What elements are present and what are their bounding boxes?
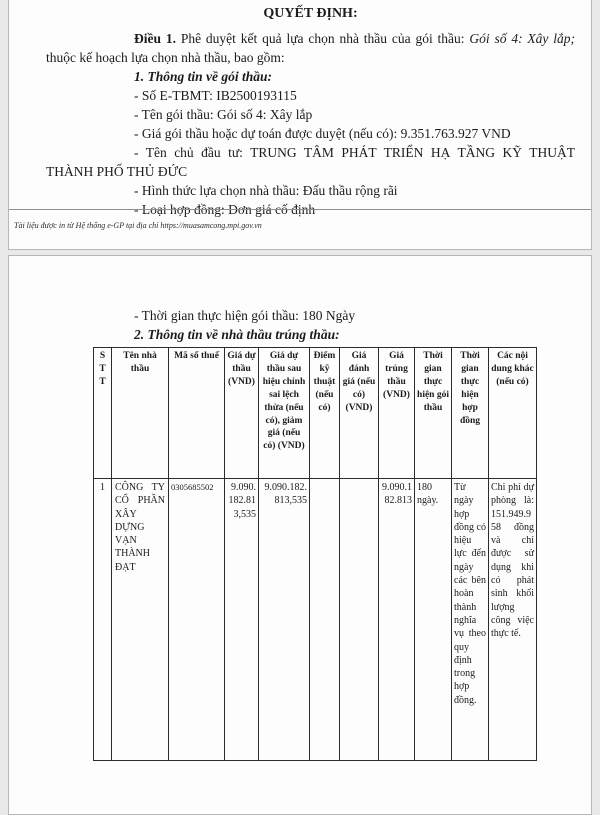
cell-bid-price: 9.090.182.813,535: [225, 479, 259, 761]
decision-title: QUYẾT ĐỊNH:: [263, 6, 358, 21]
cell-evaluated-price: [340, 479, 379, 761]
col-header-bid-price: Giá dự thầu (VND): [225, 348, 259, 479]
cell-contractor-name: CÔNG TY CỔ PHẦN XÂY DỰNG VẠN THÀNH ĐẠT: [112, 479, 169, 761]
page-2-body: [9, 256, 591, 761]
article-1-label: Điều 1.: [134, 31, 176, 46]
col-header-stt: STT: [94, 348, 112, 479]
page-1-footer: [9, 209, 591, 249]
cell-stt: 1: [94, 479, 112, 761]
col-header-package-duration: Thời gian thực hiện gói thầu: [415, 348, 452, 479]
cell-tax-code: 0305685502: [169, 479, 225, 761]
cell-other-contents: Chi phí dự phòng là: 151.949.958 đồng và chỉ được sử dụng khi có phát sinh khối lượng công việc thực tế.: [489, 479, 537, 761]
col-header-contract-duration: Thời gian thực hiện hợp đồng: [452, 348, 489, 479]
article-1-paragraph: [46, 29, 575, 67]
package-info-item-price: - Giá gói thầu hoặc dự toán được duyệt (nếu có): 9.351.763.927 VND: [134, 126, 511, 141]
document-page-2: [8, 255, 592, 815]
article-1-text: Phê duyệt kết quả lựa chọn nhà thầu của gói thầu:: [175, 31, 470, 46]
document-page-1: [8, 0, 592, 250]
cell-contract-duration: Từ ngày hợp đồng có hiệu lực đến ngày các bên hoàn thành nghĩa vụ theo quy định trong hợp đồng.: [452, 479, 489, 761]
winner-table-header-row: [94, 348, 537, 479]
cell-technical-score: [310, 479, 340, 761]
col-header-corrected-bid-price: Giá dự thầu sau hiệu chỉnh sai lệch thừa (nếu có), giảm giá (nếu có) (VND): [259, 348, 310, 479]
article-1-text-tail: thuộc kế hoạch lựa chọn nhà thầu, bao gồm:: [46, 50, 285, 65]
package-info-item-investor: - Tên chủ đầu tư: TRUNG TÂM PHÁT TRIỂN HẠ TẦNG KỸ THUẬT THÀNH PHỐ THỦ ĐỨC: [46, 145, 575, 179]
section-1-heading: 1. Thông tin về gói thầu:: [134, 69, 273, 84]
col-header-winning-price: Giá trúng thầu (VND): [379, 348, 415, 479]
col-header-contractor-name: Tên nhà thầu: [112, 348, 169, 479]
winner-table: [93, 347, 537, 761]
col-header-evaluated-price: Giá đánh giá (nếu có) (VND): [340, 348, 379, 479]
cell-corrected-bid-price: 9.090.182.813,535: [259, 479, 310, 761]
egp-footer-note: Tài liệu được in từ Hệ thống e-GP tại địa chỉ https://muasamcong.mpi.gov.vn: [14, 221, 262, 230]
package-name-italic: Gói số 4: Xây lắp;: [469, 31, 576, 46]
winner-table-row: [94, 479, 537, 761]
col-header-tax-code: Mã số thuế: [169, 348, 225, 479]
package-info-item-contract-type: - Loại hợp đồng: Đơn giá cố định: [134, 202, 316, 217]
page-1-body: [46, 5, 575, 219]
package-duration-line: - Thời gian thực hiện gói thầu: 180 Ngày: [134, 308, 356, 323]
section-2-heading: 2. Thông tin về nhà thầu trúng thầu:: [134, 327, 340, 342]
col-header-other-contents: Các nội dung khác (nếu có): [489, 348, 537, 479]
package-info-item-etbmt: - Số E-TBMT: IB2500193115: [134, 88, 297, 103]
cell-winning-price: 9.090.182.813: [379, 479, 415, 761]
package-info-item-name: - Tên gói thầu: Gói số 4: Xây lắp: [134, 107, 313, 122]
col-header-technical-score: Điểm kỹ thuật (nếu có): [310, 348, 340, 479]
package-info-item-method: - Hình thức lựa chọn nhà thầu: Đấu thầu rộng rãi: [134, 183, 398, 198]
cell-package-duration: 180 ngày.: [415, 479, 452, 761]
